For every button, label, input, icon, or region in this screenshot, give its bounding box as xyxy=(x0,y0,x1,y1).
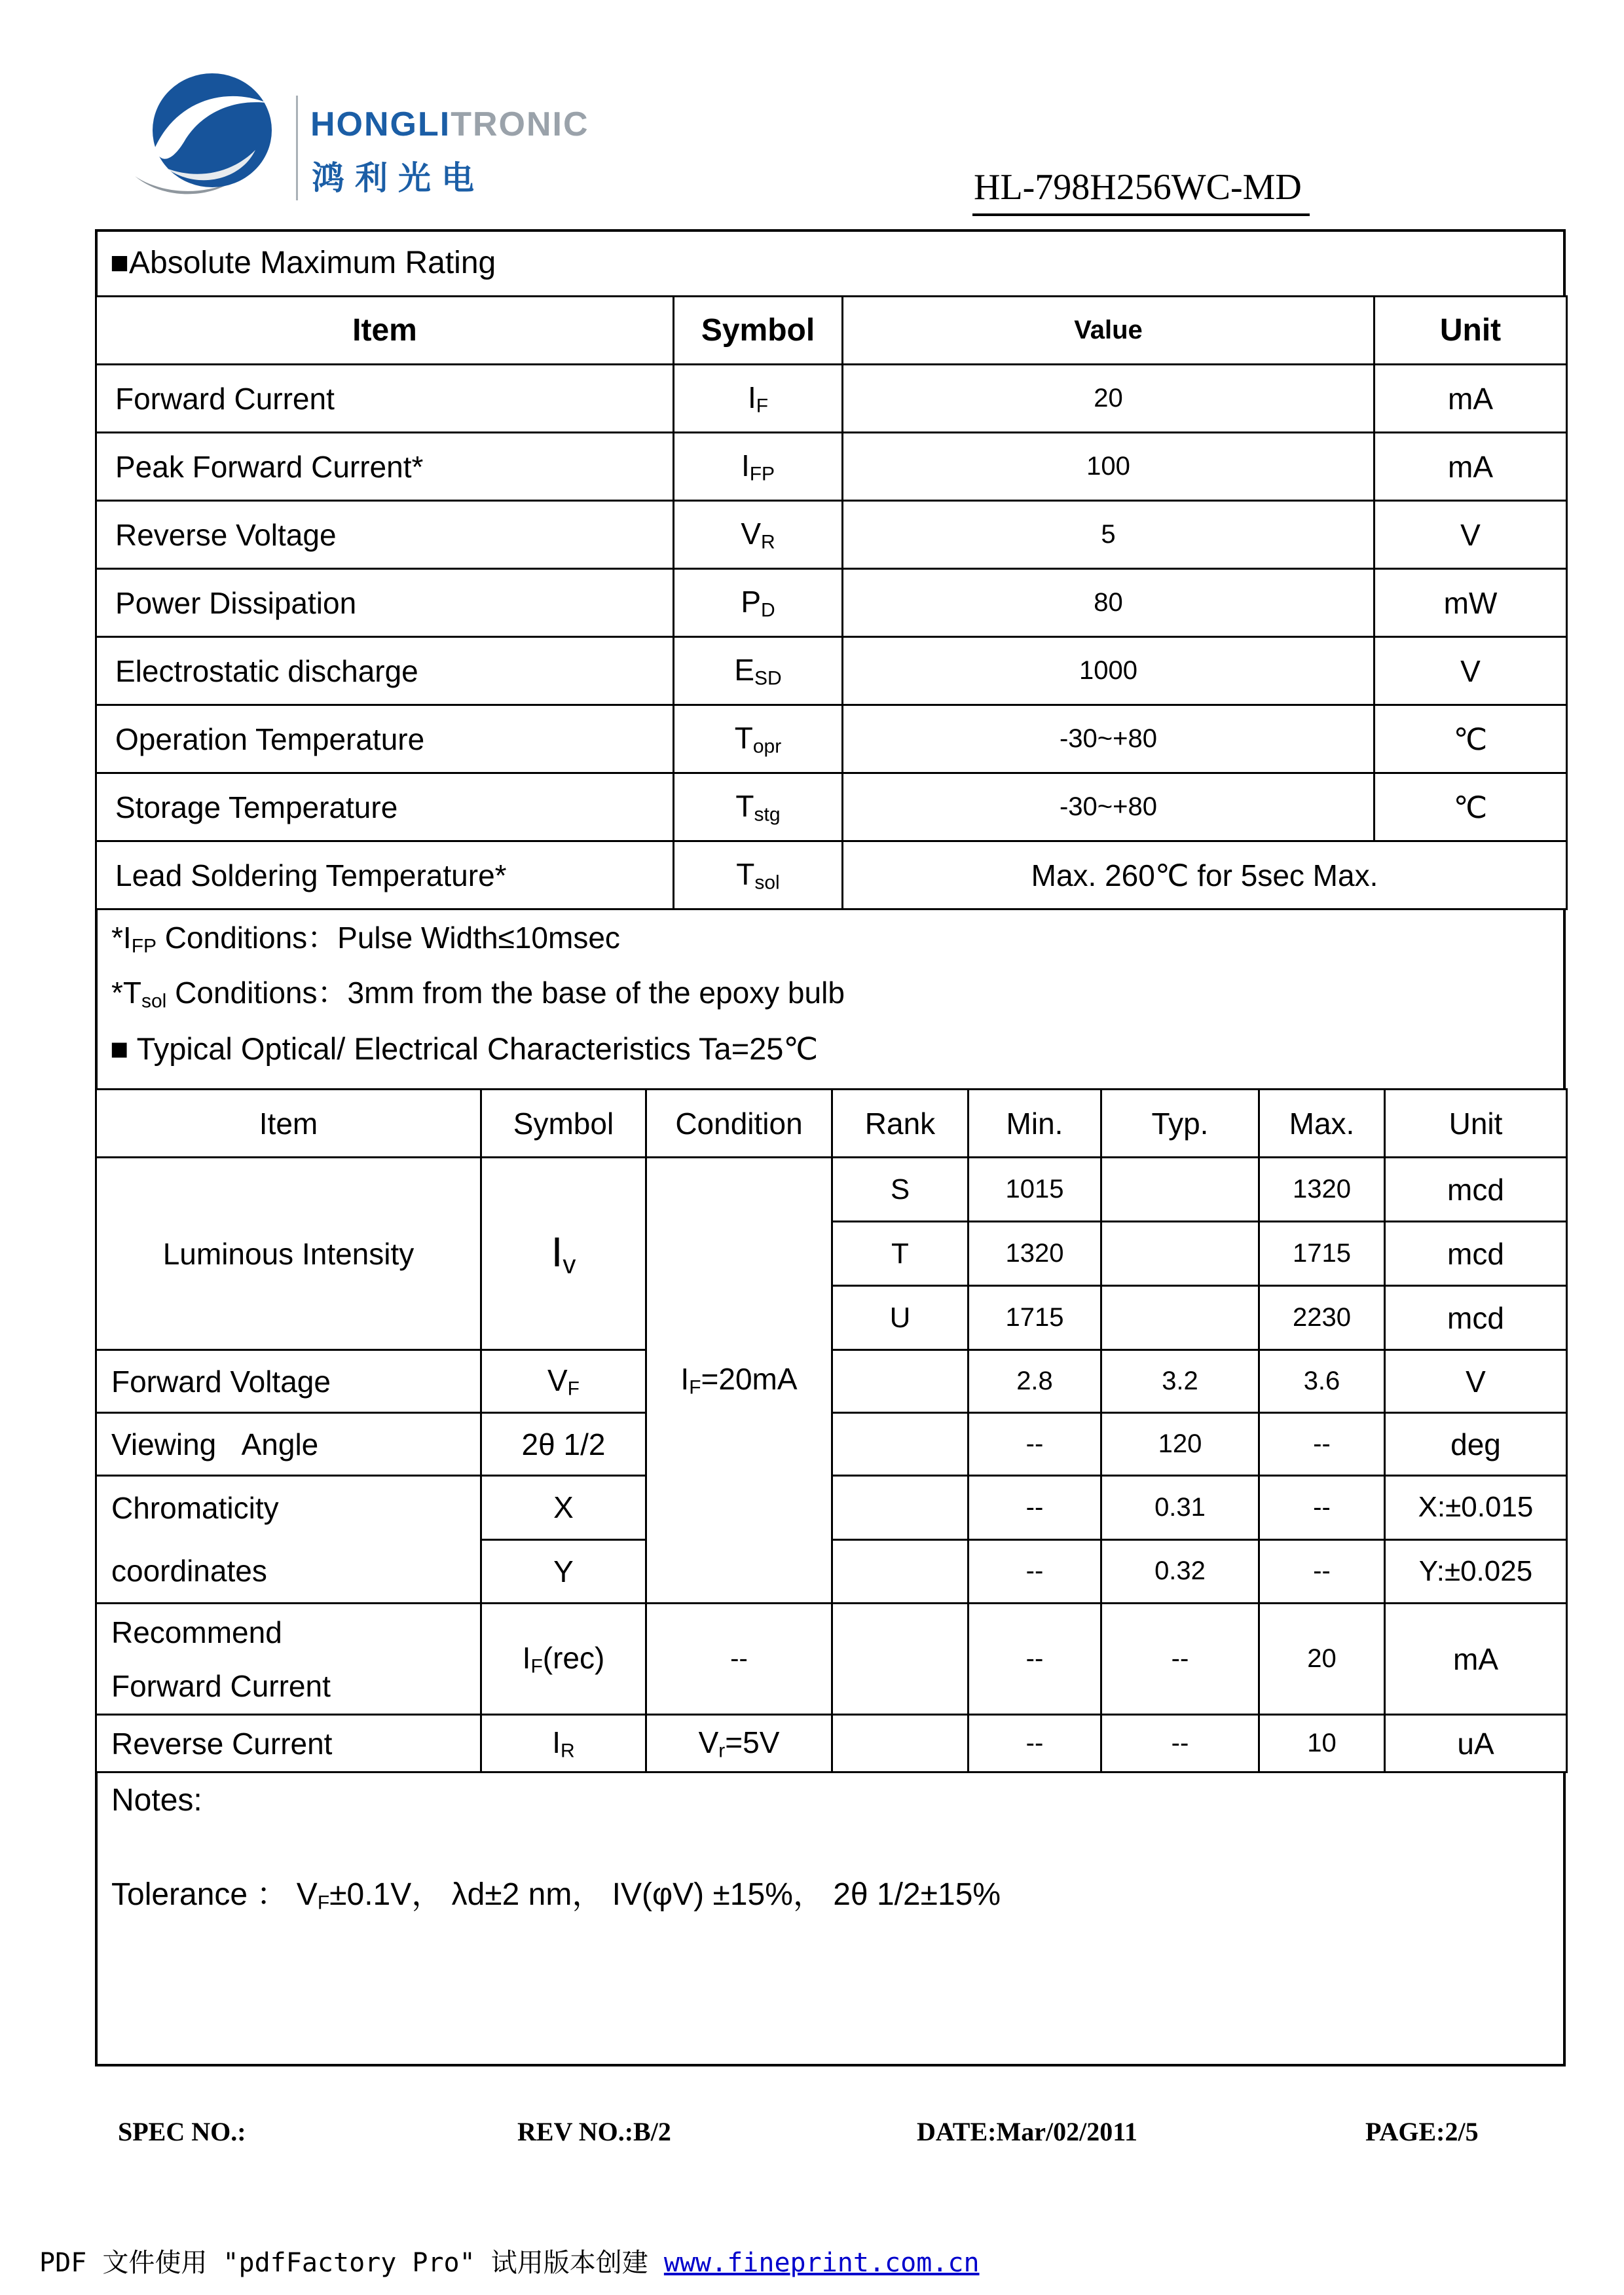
unit-cell: mA xyxy=(1385,1604,1567,1715)
absolute-maximum-rating-table xyxy=(95,295,1568,910)
rank-cell: T xyxy=(832,1222,969,1286)
amr-unit-cell: mA xyxy=(1375,365,1567,433)
part-number: HL-798H256WC-MD xyxy=(972,166,1310,216)
symbol-cell xyxy=(481,1715,646,1772)
note-subscript: FP xyxy=(131,935,157,957)
symbol-subscript: opr xyxy=(752,735,782,758)
typ-cell: 120 xyxy=(1101,1413,1259,1476)
amr-item-cell: Storage Temperature xyxy=(96,773,674,841)
symbol-main: T xyxy=(734,720,753,755)
pdf-note-text: PDF 文件使用 "pdfFactory Pro" 试用版本创建 xyxy=(39,2248,664,2278)
amr-header-row xyxy=(96,297,1567,365)
toe-row-luminous-s xyxy=(96,1158,1567,1222)
amr-symbol-cell xyxy=(674,705,843,773)
condition-cell: -- xyxy=(646,1604,832,1715)
luminous-item-cell: Luminous Intensity xyxy=(96,1158,481,1350)
condition-cell xyxy=(646,1158,832,1604)
min-cell: 1715 xyxy=(969,1286,1101,1350)
amr-row-peak-forward-current xyxy=(96,433,1567,501)
symbol-subscript: F xyxy=(567,1378,580,1400)
symbol-main: I xyxy=(522,1640,531,1675)
footer-date: DATE:Mar/02/2011 xyxy=(917,2117,1138,2146)
max-cell: -- xyxy=(1259,1539,1385,1604)
min-cell: 1320 xyxy=(969,1222,1101,1286)
condition-main: V xyxy=(698,1725,719,1759)
typ-cell: 3.2 xyxy=(1101,1350,1259,1413)
amr-symbol-cell xyxy=(674,365,843,433)
toe-header-min: Min. xyxy=(969,1090,1101,1158)
min-cell: 2.8 xyxy=(969,1350,1101,1413)
amr-value-cell: 5 xyxy=(843,501,1375,569)
typ-cell: -- xyxy=(1101,1715,1259,1772)
typ-cell xyxy=(1101,1222,1259,1286)
recommend-item-cell xyxy=(96,1604,481,1715)
toe-header-row xyxy=(96,1090,1567,1158)
unit-cell: mcd xyxy=(1385,1286,1567,1350)
item-cell: Viewing Angle xyxy=(96,1413,481,1476)
amr-value-cell: -30~+80 xyxy=(843,773,1375,841)
amr-unit-cell: V xyxy=(1375,637,1567,705)
note-text: *I xyxy=(111,921,132,955)
unit-cell: mcd xyxy=(1385,1222,1567,1286)
characteristics-table xyxy=(95,1088,1568,1773)
rank-cell-empty xyxy=(832,1413,969,1476)
brand-name xyxy=(310,105,589,144)
typ-cell xyxy=(1101,1286,1259,1350)
amr-row-reverse-voltage xyxy=(96,501,1567,569)
rank-cell-empty xyxy=(832,1604,969,1715)
recommend-line2: Forward Current xyxy=(111,1668,331,1703)
max-cell: -- xyxy=(1259,1476,1385,1540)
amr-item-cell: Operation Temperature xyxy=(96,705,674,773)
hongli-logo-icon xyxy=(131,69,291,203)
toe-header-typ: Typ. xyxy=(1101,1090,1259,1158)
amr-value-cell: 100 xyxy=(843,433,1375,501)
max-cell: 2230 xyxy=(1259,1286,1385,1350)
hongli-logo xyxy=(131,69,291,203)
symbol-subscript: sol xyxy=(754,872,780,894)
condition-subscript: r xyxy=(718,1740,726,1762)
section-title-absolute-maximum-rating: ■Absolute Maximum Rating xyxy=(110,246,496,280)
symbol-cell: X xyxy=(481,1476,646,1540)
footer-page: PAGE:2/5 xyxy=(1365,2117,1479,2146)
amr-symbol-cell xyxy=(674,773,843,841)
unit-cell: deg xyxy=(1385,1413,1567,1476)
max-cell: 20 xyxy=(1259,1604,1385,1715)
footer-spec-no: SPEC NO.: xyxy=(118,2117,246,2146)
symbol-main: I xyxy=(741,448,750,483)
chromaticity-item-cell xyxy=(96,1476,481,1604)
symbol-subscript: stg xyxy=(754,803,781,826)
amr-symbol-cell xyxy=(674,433,843,501)
unit-cell: V xyxy=(1385,1350,1567,1413)
amr-item-cell: Peak Forward Current* xyxy=(96,433,674,501)
logo-divider xyxy=(296,96,298,200)
amr-unit-cell: ℃ xyxy=(1375,773,1567,841)
typ-cell: -- xyxy=(1101,1604,1259,1715)
tolerance-line xyxy=(111,1869,1001,1915)
amr-row-power-dissipation xyxy=(96,569,1567,637)
recommend-line1: Recommend xyxy=(111,1615,282,1649)
symbol-main: V xyxy=(741,516,761,551)
max-cell: 10 xyxy=(1259,1715,1385,1772)
min-cell: -- xyxy=(969,1476,1101,1540)
min-cell: -- xyxy=(969,1604,1101,1715)
amr-row-storage-temperature xyxy=(96,773,1567,841)
unit-cell: Y:±0.025 xyxy=(1385,1539,1567,1604)
amr-row-operation-temperature xyxy=(96,705,1567,773)
pdf-factory-note xyxy=(39,2242,980,2279)
symbol-main: T xyxy=(735,788,754,823)
rank-cell-empty xyxy=(832,1476,969,1540)
min-cell: -- xyxy=(969,1413,1101,1476)
amr-header-item: Item xyxy=(96,297,674,365)
amr-item-cell: Forward Current xyxy=(96,365,674,433)
note-text: Conditions：3mm from the base of the epoxy bulb xyxy=(166,976,845,1010)
symbol-main: P xyxy=(741,584,761,619)
typ-cell: 0.32 xyxy=(1101,1539,1259,1604)
amr-value-unit-merged-cell: Max. 260℃ for 5sec Max. xyxy=(843,841,1567,909)
rank-cell-empty xyxy=(832,1350,969,1413)
page-footer xyxy=(0,2116,1624,2156)
toe-row-recommend-forward-current xyxy=(96,1604,1567,1715)
symbol-cell xyxy=(481,1604,646,1715)
condition-subscript: F xyxy=(689,1376,701,1399)
condition-rest: =20mA xyxy=(701,1362,798,1397)
amr-item-cell: Electrostatic discharge xyxy=(96,637,674,705)
amr-value-cell: 20 xyxy=(843,365,1375,433)
amr-item-cell: Lead Soldering Temperature* xyxy=(96,841,674,909)
symbol-cell xyxy=(481,1350,646,1413)
symbol-subscript: FP xyxy=(749,463,775,485)
luminous-symbol-cell xyxy=(481,1158,646,1350)
ifp-conditions-note xyxy=(111,914,620,958)
amr-symbol-cell xyxy=(674,841,843,909)
tolerance-text: Tolerance ： V xyxy=(111,1877,318,1912)
max-cell: 3.6 xyxy=(1259,1350,1385,1413)
toe-header-item: Item xyxy=(96,1090,481,1158)
amr-unit-cell: mW xyxy=(1375,569,1567,637)
brand-name-light: TRONIC xyxy=(451,105,589,143)
symbol-main: V xyxy=(547,1363,568,1397)
symbol-main: E xyxy=(734,652,754,687)
rank-cell-empty xyxy=(832,1539,969,1604)
symbol-subscript: R xyxy=(761,531,775,553)
amr-value-cell: -30~+80 xyxy=(843,705,1375,773)
fineprint-link[interactable]: www.fineprint.com.cn xyxy=(663,2248,980,2278)
unit-cell: uA xyxy=(1385,1715,1567,1772)
toe-row-reverse-current xyxy=(96,1715,1567,1772)
amr-value-cell: 80 xyxy=(843,569,1375,637)
symbol-main: I xyxy=(551,1228,563,1276)
max-cell: -- xyxy=(1259,1413,1385,1476)
symbol-subscript: F xyxy=(530,1655,543,1678)
amr-row-lead-soldering-temperature xyxy=(96,841,1567,909)
item-cell: Reverse Current xyxy=(96,1715,481,1772)
amr-row-electrostatic-discharge xyxy=(96,637,1567,705)
symbol-subscript: R xyxy=(561,1740,575,1762)
amr-item-cell: Reverse Voltage xyxy=(96,501,674,569)
toe-header-max: Max. xyxy=(1259,1090,1385,1158)
note-subscript: sol xyxy=(141,990,167,1012)
notes-label: Notes: xyxy=(111,1783,202,1818)
symbol-main: I xyxy=(747,380,756,414)
footer-rev-no: REV NO.:B/2 xyxy=(517,2117,671,2146)
symbol-subscript: D xyxy=(761,599,775,621)
toe-header-unit: Unit xyxy=(1385,1090,1567,1158)
amr-item-cell: Power Dissipation xyxy=(96,569,674,637)
amr-unit-cell: ℃ xyxy=(1375,705,1567,773)
min-cell: -- xyxy=(969,1539,1101,1604)
symbol-subscript: F xyxy=(756,395,769,417)
amr-header-unit: Unit xyxy=(1375,297,1567,365)
note-text: *T xyxy=(111,976,141,1010)
note-text: Conditions：Pulse Width≤10msec xyxy=(157,921,620,955)
amr-unit-cell: V xyxy=(1375,501,1567,569)
toe-header-rank: Rank xyxy=(832,1090,969,1158)
symbol-cell: 2θ 1/2 xyxy=(481,1413,646,1476)
min-cell: -- xyxy=(969,1715,1101,1772)
max-cell: 1320 xyxy=(1259,1158,1385,1222)
amr-symbol-cell xyxy=(674,501,843,569)
brand-name-chinese: 鸿利光电 xyxy=(312,160,485,196)
symbol-subscript: SD xyxy=(754,667,782,689)
condition-rest: =5V xyxy=(725,1725,780,1759)
unit-cell: X:±0.015 xyxy=(1385,1476,1567,1540)
condition-main: I xyxy=(680,1362,690,1397)
rank-cell: U xyxy=(832,1286,969,1350)
condition-cell xyxy=(646,1715,832,1772)
toe-header-condition: Condition xyxy=(646,1090,832,1158)
item-cell: Forward Voltage xyxy=(96,1350,481,1413)
amr-symbol-cell xyxy=(674,569,843,637)
tolerance-text: ±0.1V， λd±2 nm， IV(φV) ±15%， 2θ 1/2±15% xyxy=(329,1877,1001,1912)
section-title-typical-characteristics: ■ Typical Optical/ Electrical Characteristics Ta=25℃ xyxy=(110,1031,819,1066)
toe-header-symbol: Symbol xyxy=(481,1090,646,1158)
typ-cell: 0.31 xyxy=(1101,1476,1259,1540)
tsol-conditions-note xyxy=(111,969,845,1013)
amr-symbol-cell xyxy=(674,637,843,705)
min-cell: 1015 xyxy=(969,1158,1101,1222)
rank-cell: S xyxy=(832,1158,969,1222)
symbol-suffix: (rec) xyxy=(542,1640,605,1675)
amr-header-symbol: Symbol xyxy=(674,297,843,365)
unit-cell: mcd xyxy=(1385,1158,1567,1222)
symbol-main: T xyxy=(736,856,755,891)
chromaticity-line2: coordinates xyxy=(111,1554,267,1588)
tolerance-subscript: F xyxy=(317,1892,330,1914)
typ-cell xyxy=(1101,1158,1259,1222)
brand-name-bold: HONGLI xyxy=(310,105,451,143)
amr-unit-cell: mA xyxy=(1375,433,1567,501)
symbol-main: I xyxy=(552,1725,561,1759)
amr-value-cell: 1000 xyxy=(843,637,1375,705)
symbol-subscript: v xyxy=(563,1250,576,1279)
amr-header-value: Value xyxy=(843,297,1375,365)
symbol-cell: Y xyxy=(481,1539,646,1604)
max-cell: 1715 xyxy=(1259,1222,1385,1286)
chromaticity-line1: Chromaticity xyxy=(111,1491,279,1525)
amr-row-forward-current xyxy=(96,365,1567,433)
rank-cell-empty xyxy=(832,1715,969,1772)
